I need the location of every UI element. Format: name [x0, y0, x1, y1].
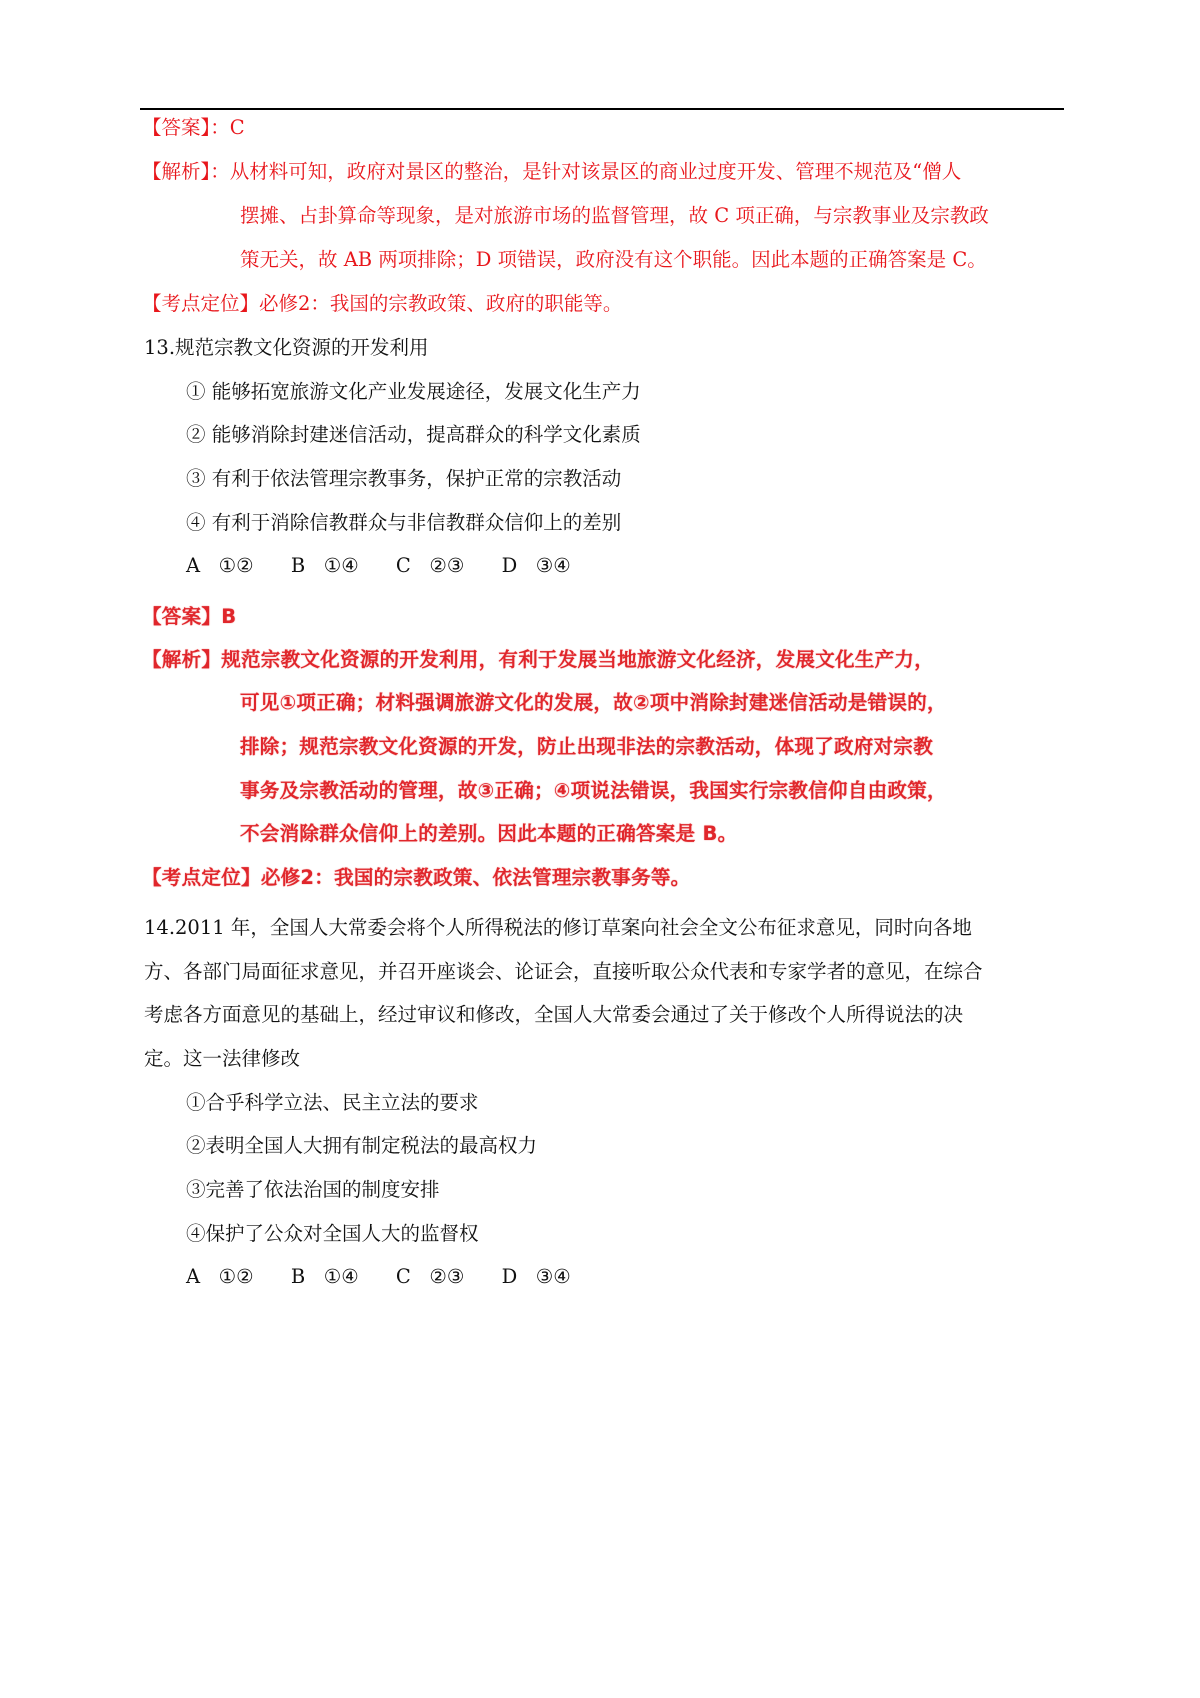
q13-option-1: ① 能够拓宽旅游文化产业发展途径，发展文化生产力 [186, 380, 641, 403]
q13-analysis-line-0 [142, 646, 934, 674]
q12-kaodian-text: 必修2：我国的宗教政策、政府的职能等。 [259, 292, 623, 315]
q12-answer-tag: 【答案】 [142, 116, 211, 139]
q13-choices: A ①② B ①④ C ②③ D ③④ [186, 554, 571, 577]
q13-analysis-text-0: 规范宗教文化资源的开发利用，有利于发展当地旅游文化经济，发展文化生产力， [221, 648, 935, 671]
q14-option-2: ②表明全国人大拥有制定税法的最高权力 [186, 1134, 538, 1157]
q13-answer [142, 603, 236, 631]
q12-answer [142, 114, 245, 142]
q13-answer-value: B [221, 605, 237, 628]
q12-analysis-line-0 [142, 158, 961, 186]
q13-analysis-tag: 【解析】 [142, 648, 222, 671]
q13-analysis-line-1: 可见①项正确；材料强调旅游文化的发展，故②项中消除封建迷信活动是错误的， [240, 691, 947, 714]
q13-analysis-line-2: 排除；规范宗教文化资源的开发，防止出现非法的宗教活动，体现了政府对宗教 [240, 735, 934, 758]
q12-answer-value: ：C [210, 116, 245, 139]
q14-option-1: ①合乎科学立法、民主立法的要求 [186, 1091, 479, 1114]
q13-option-3: ③ 有利于依法管理宗教事务，保护正常的宗教活动 [186, 467, 622, 490]
q12-kaodian-tag: 【考点定位】 [142, 292, 260, 315]
q14-option-4: ④保护了公众对全国人大的监督权 [186, 1222, 479, 1245]
q14-choices: A ①② B ①④ C ②③ D ③④ [186, 1265, 571, 1288]
q14-option-3: ③完善了依法治国的制度安排 [186, 1178, 440, 1201]
q13-analysis-line-3: 事务及宗教活动的管理，故③正确；④项说法错误，我国实行宗教信仰自由政策， [240, 779, 947, 802]
q12-analysis-line-1: 摆摊、占卦算命等现象，是对旅游市场的监督管理，故 C 项正确，与宗教事业及宗教政 [240, 204, 989, 227]
q14-stem-line-1: 方、各部门局面征求意见，并召开座谈会、论证会，直接听取公众代表和专家学者的意见，在综合 [144, 960, 983, 983]
q13-analysis-line-4: 不会消除群众信仰上的差别。因此本题的正确答案是 B。 [240, 822, 738, 845]
q13-kaodian-tag: 【考点定位】 [142, 866, 261, 889]
q12-kaodian [142, 290, 622, 318]
header-rule [140, 108, 1064, 110]
q14-stem-line-2: 考虑各方面意见的基础上，经过审议和修改，全国人大常委会通过了关于修改个人所得说法的决 [144, 1003, 964, 1026]
q13-stem: 13.规范宗教文化资源的开发利用 [144, 336, 429, 359]
q13-option-4: ④ 有利于消除信教群众与非信教群众信仰上的差别 [186, 511, 622, 534]
q13-answer-tag: 【答案】 [142, 605, 222, 628]
q14-stem-line-3: 定。这一法律修改 [144, 1047, 301, 1070]
q12-analysis-tag: 【解析】 [142, 160, 211, 183]
q13-option-2: ② 能够消除封建迷信活动，提高群众的科学文化素质 [186, 423, 641, 446]
q13-kaodian-text: 必修2：我国的宗教政策、依法管理宗教事务等。 [260, 866, 691, 889]
q12-analysis-line-2: 策无关，故 AB 两项排除；D 项错误，政府没有这个职能。因此本题的正确答案是 C。 [240, 248, 987, 271]
q12-analysis-text-0: ：从材料可知，政府对景区的整治，是针对该景区的商业过度开发、管理不规范及“僧人 [210, 160, 962, 183]
q13-kaodian [142, 864, 690, 892]
q14-stem-line-0: 14.2011 年，全国人大常委会将个人所得税法的修订草案向社会全文公布征求意见，同时向各地 [144, 916, 972, 939]
